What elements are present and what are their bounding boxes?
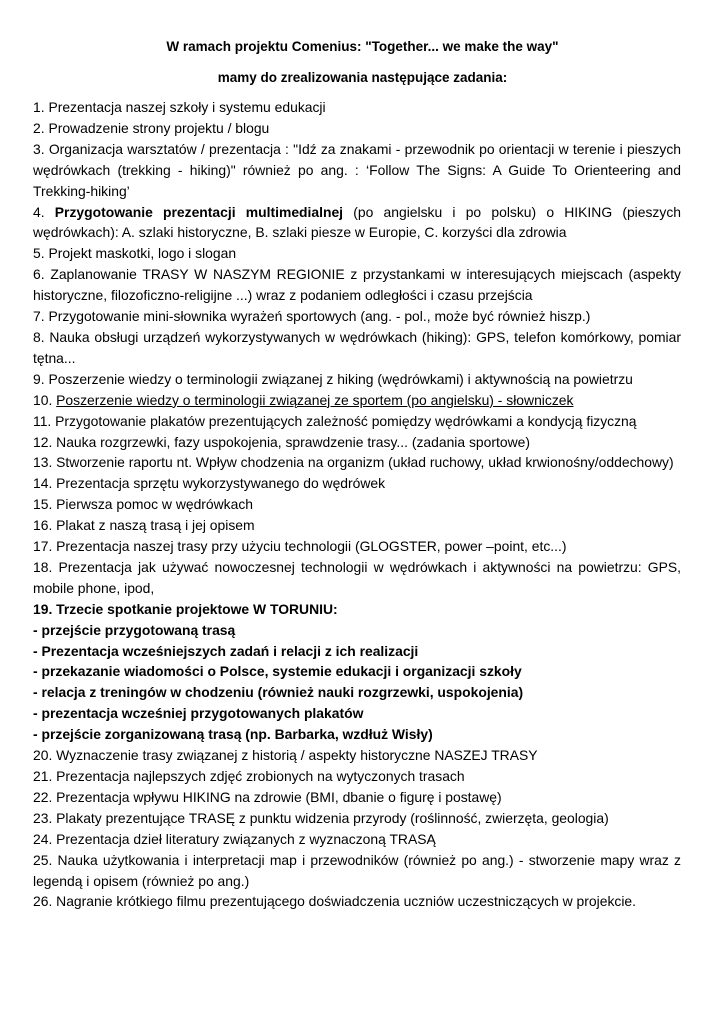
task-number: 10.: [33, 391, 57, 408]
document-title: W ramach projektu Comenius: "Together... we make the way": [166, 39, 559, 54]
task-item: 14. Prezentacja sprzętu wykorzystywanego do wędrówek: [33, 475, 386, 492]
task-item: 17. Prezentacja naszej trasy przy użyciu technologii (GLOGSTER, power –point, etc...): [33, 538, 567, 555]
task-item: 25. Nauka użytkowania i interpretacji map i przewodników (również po ang.) - stworzenie mapy wraz z legendą i opisem (również po ang.): [33, 851, 681, 889]
task-item: 5. Projekt maskotki, logo i slogan: [33, 245, 237, 262]
task-item: - przekazanie wiadomości o Polsce, systemie edukacji i organizacji szkoły: [33, 663, 522, 680]
task-item: 26. Nagranie krótkiego filmu prezentującego doświadczenia uczniów uczestniczących w projekcie.: [33, 893, 637, 910]
task-item: 13. Stworzenie raportu nt. Wpływ chodzenia na organizm (układ ruchowy, układ krwionośny/oddechowy): [33, 454, 674, 471]
task-item: 24. Prezentacja dzieł literatury związanych z wyznaczoną TRASĄ: [33, 830, 436, 847]
task-list: [33, 97, 681, 912]
task-item: - Prezentacja wcześniejszych zadań i relacji z ich realizacji: [33, 642, 419, 659]
task-item: 18. Prezentacja jak używać nowoczesnej technologii w wędrówkach i aktywności na powietrzu: GPS, mobile phone, ipod,: [33, 558, 681, 596]
task-item: 2. Prowadzenie strony projektu / blogu: [33, 119, 270, 136]
task-item: 23. Plakaty prezentujące TRASĘ z punktu widzenia przyrody (roślinność, zwierzęta, geologia): [33, 809, 609, 826]
task-item: 19. Trzecie spotkanie projektowe W TORUNIU:: [33, 600, 338, 617]
task-item: 16. Plakat z naszą trasą i jej opisem: [33, 517, 255, 534]
task-item: 12. Nauka rozgrzewki, fazy uspokojenia, sprawdzenie trasy... (zadania sportowe): [33, 433, 530, 450]
task-item: 6. Zaplanowanie TRASY W NASZYM REGIONIE z przystankami w interesujących miejscach (aspekty historyczne, filozoficzno-religijne ...) wraz z podaniem odległości i czasu przejścia: [33, 266, 681, 304]
task-item: - przejście przygotowaną trasą: [33, 621, 236, 638]
task-item: [33, 390, 681, 411]
task-number: 4.: [33, 203, 55, 220]
task-item: 3. Organizacja warsztatów / prezentacja : "Idź za znakami - przewodnik po orientacji w terenie i pieszych wędrówkach (trekking - hiking)" również po ang. : ‘Follow The Signs: A Guide To Orienteering and Trekking-hiking’: [33, 140, 681, 199]
task-item: - relacja z treningów w chodzeniu (również nauki rozgrzewki, uspokojenia): [33, 684, 524, 701]
task-item: 15. Pierwsza pomoc w wędrówkach: [33, 496, 254, 513]
task-item: 9. Poszerzenie wiedzy o terminologii związanej z hiking (wędrówkami) i aktywnością na powietrzu: [33, 370, 633, 387]
task-item: 11. Przygotowanie plakatów prezentujących zależność pomiędzy wędrówkami a kondycją fizyczną: [33, 412, 637, 429]
task-text: (po angielsku i po polsku) o HIKING (pieszych wędrówkach): A. szlaki historyczne, B. szlaki piesze w Europie, C. korzyści dla zdrowia: [33, 203, 681, 241]
task-underlined-text: Poszerzenie wiedzy o terminologii związanej ze sportem (po angielsku) - słowniczek: [56, 391, 574, 408]
document-subtitle: mamy do zrealizowania następujące zadania:: [217, 70, 508, 85]
task-item: 22. Prezentacja wpływu HIKING na zdrowie (BMI, dbanie o figurę i postawę): [33, 788, 502, 805]
task-item: 7. Przygotowanie mini-słownika wyrażeń sportowych (ang. - pol., może być również hiszp.): [33, 308, 591, 325]
task-item: - prezentacja wcześniej przygotowanych plakatów: [33, 705, 364, 722]
task-item: - przejście zorganizowaną trasą (np. Barbarka, wzdłuż Wisły): [33, 726, 433, 743]
task-item: [33, 202, 681, 244]
task-item: 21. Prezentacja najlepszych zdjęć zrobionych na wytyczonych trasach: [33, 768, 465, 784]
task-item: 8. Nauka obsługi urządzeń wykorzystywanych w wędrówkach (hiking): GPS, telefon komórkowy, pomiar tętna...: [33, 328, 681, 366]
task-item: 20. Wyznaczenie trasy związanej z historią / aspekty historyczne NASZEJ TRASY: [33, 747, 538, 764]
task-item: 1. Prezentacja naszej szkoły i systemu edukacji: [33, 99, 326, 115]
task-bold-text: Przygotowanie prezentacji multimedialnej: [54, 203, 344, 220]
